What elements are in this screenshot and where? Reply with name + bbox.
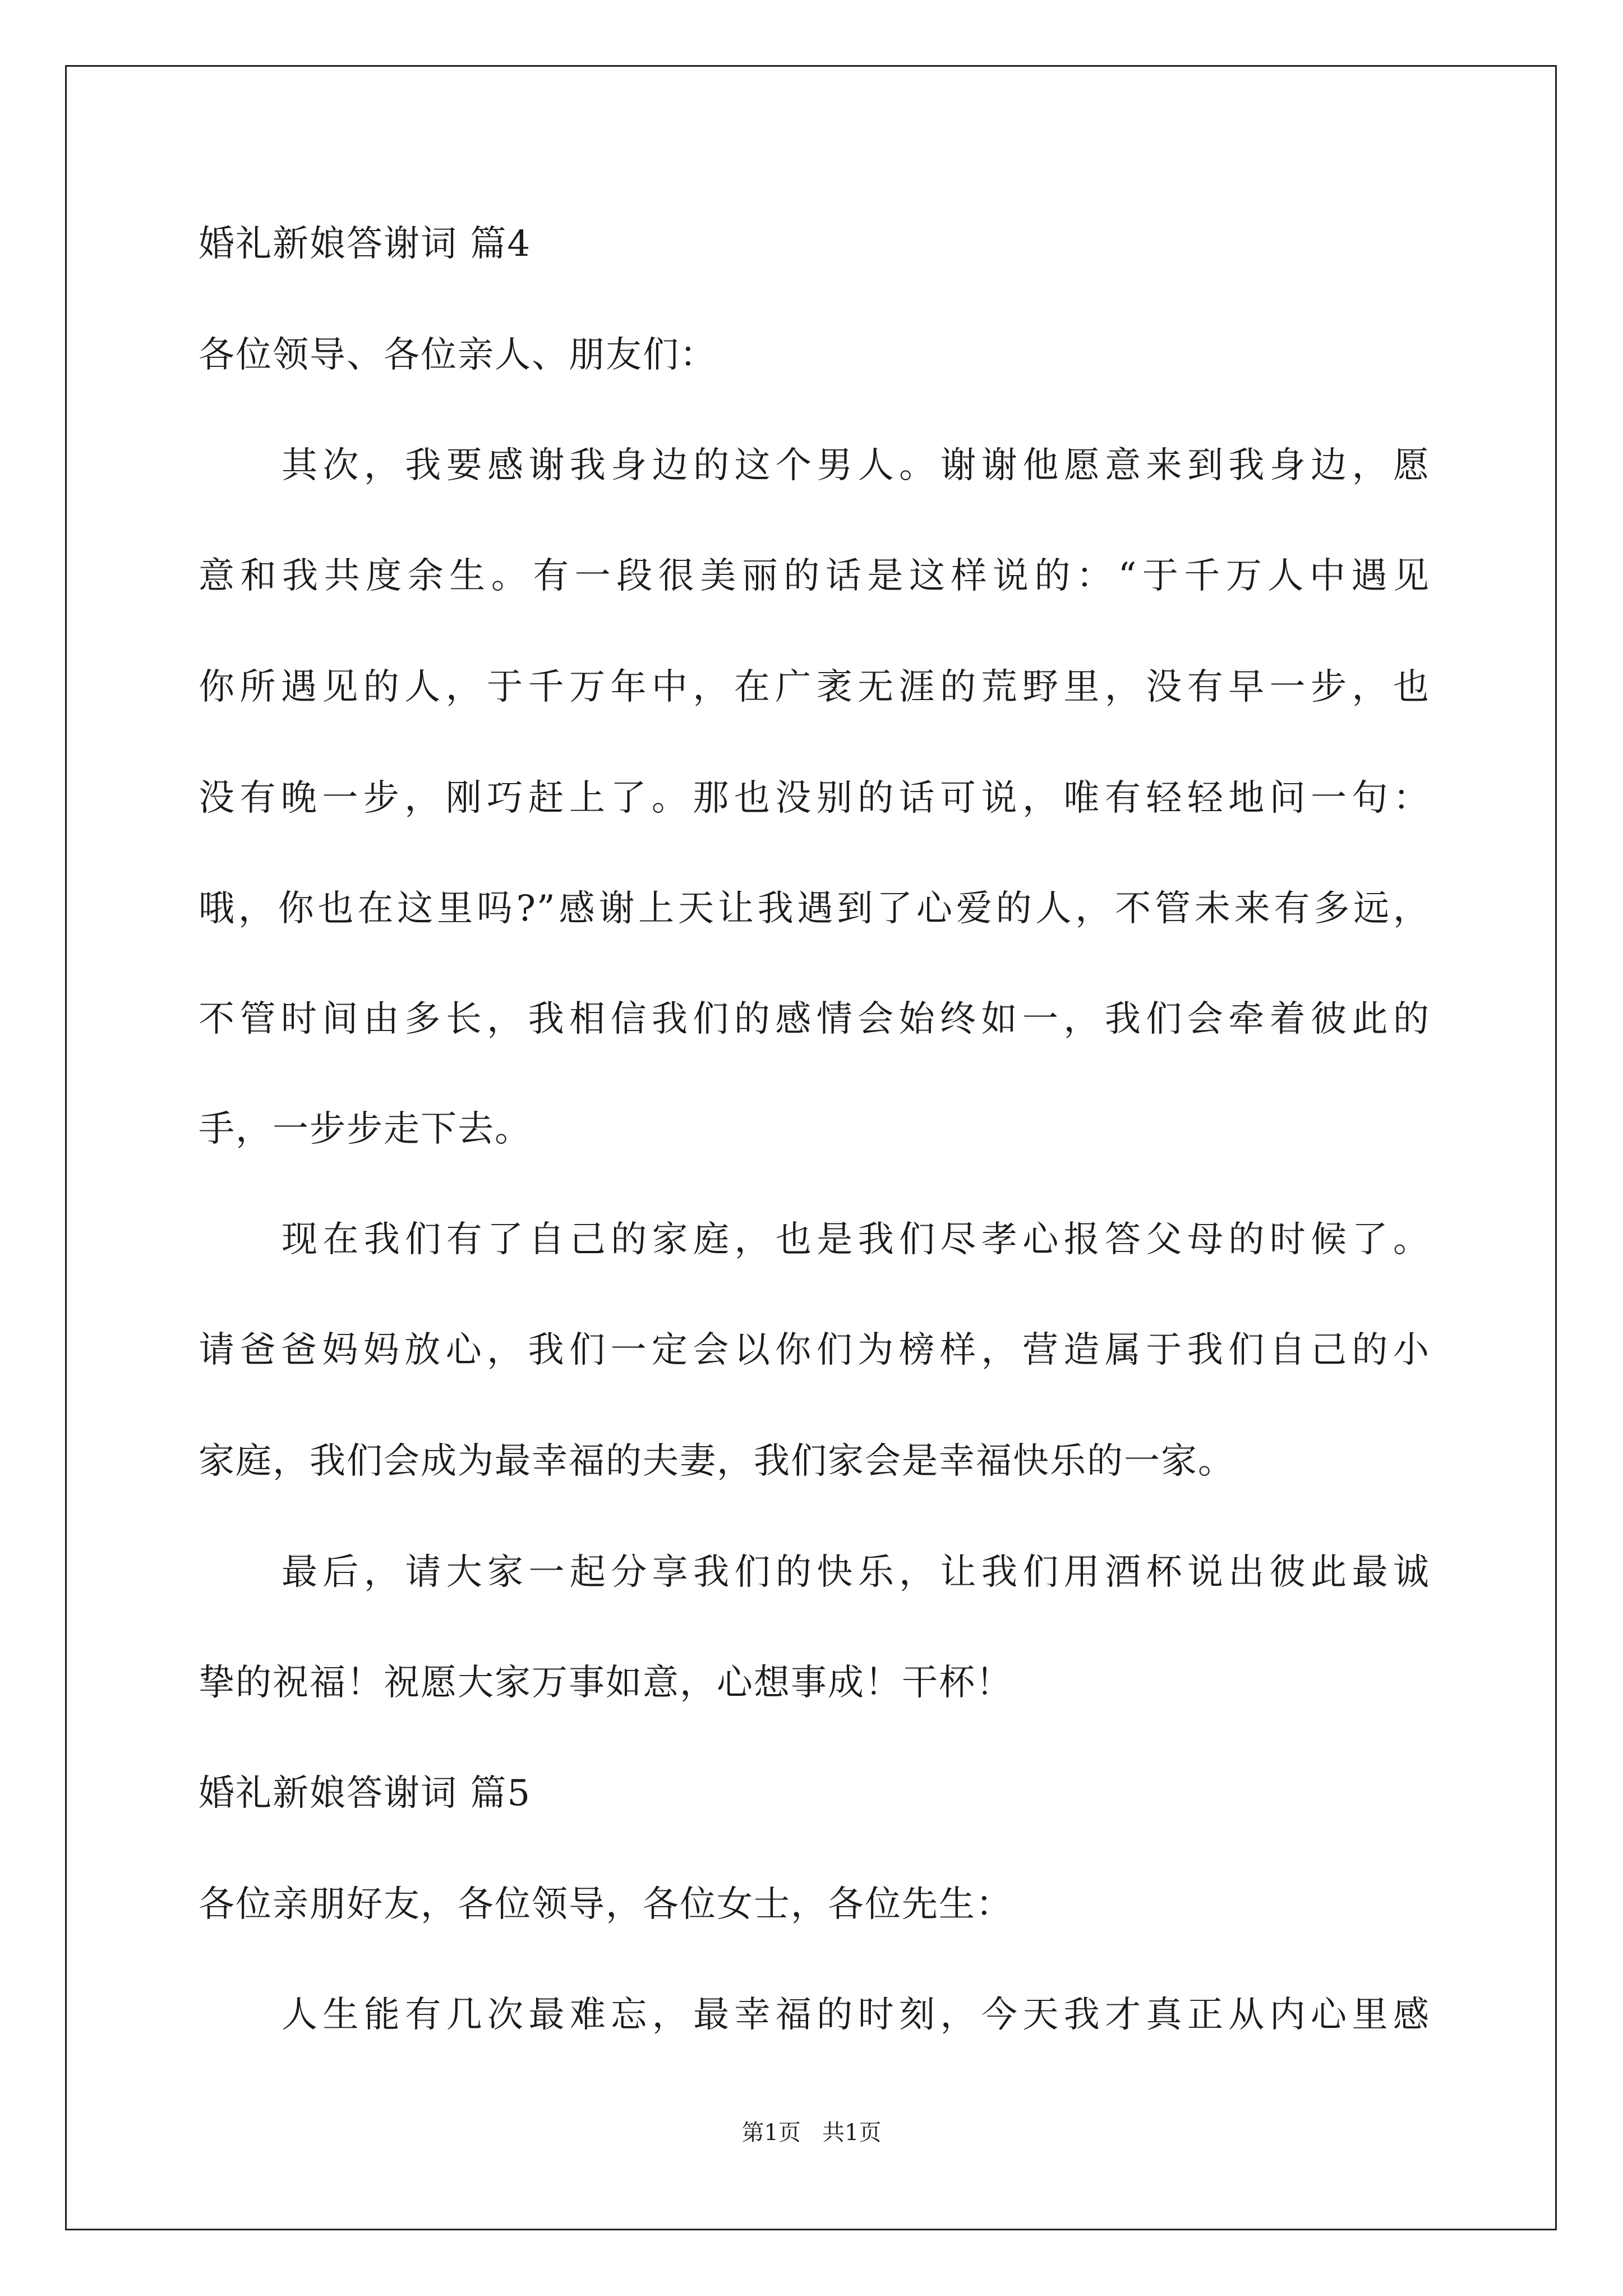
paragraph-line: 哦，你也在这里吗?”感谢上天让我遇到了心爱的人，不管未来有多远， (199, 888, 1430, 930)
paragraph-line: 你所遇见的人，于千万年中，在广袤无涯的荒野里，没有早一步，也 (199, 666, 1430, 708)
paragraph-line: 现在我们有了自己的家庭，也是我们尽孝心报答父母的时候了。 (282, 1219, 1430, 1260)
paragraph-line: 家庭，我们会成为最幸福的夫妻，我们家会是幸福快乐的一家。 (199, 1441, 1235, 1482)
paragraph-line: 手，一步步走下去。 (199, 1108, 532, 1150)
paragraph-line: 没有晚一步，刚巧赶上了。那也没别的话可说，唯有轻轻地问一句： (199, 777, 1430, 819)
paragraph-line: 挚的祝福！祝愿大家万事如意，心想事成！干杯！ (199, 1662, 1013, 1704)
paragraph-line: 不管时间由多长，我相信我们的感情会始终如一，我们会牵着彼此的 (199, 999, 1430, 1040)
paragraph-line: 请爸爸妈妈放心，我们一定会以你们为榜样，营造属于我们自己的小 (199, 1329, 1430, 1371)
salutation-line: 各位领导、各位亲人、朋友们： (199, 334, 717, 376)
paragraph-line: 最后，请大家一起分享我们的快乐，让我们用酒杯说出彼此最诚 (282, 1552, 1430, 1593)
section-heading-4: 婚礼新娘答谢词 篇4 (199, 223, 532, 265)
paragraph-line: 其次，我要感谢我身边的这个男人。谢谢他愿意来到我身边，愿 (282, 445, 1430, 486)
salutation-line: 各位亲朋好友，各位领导，各位女士，各位先生： (199, 1884, 1013, 1925)
page-number-footer: 第1页 共1页 (741, 2120, 882, 2146)
paragraph-line: 人生能有几次最难忘，最幸福的时刻，今天我才真正从内心里感 (282, 1994, 1430, 2036)
section-heading-5: 婚礼新娘答谢词 篇5 (199, 1773, 532, 1814)
paragraph-line: 意和我共度余生。有一段很美丽的话是这样说的：“于千万人中遇见 (199, 555, 1430, 597)
